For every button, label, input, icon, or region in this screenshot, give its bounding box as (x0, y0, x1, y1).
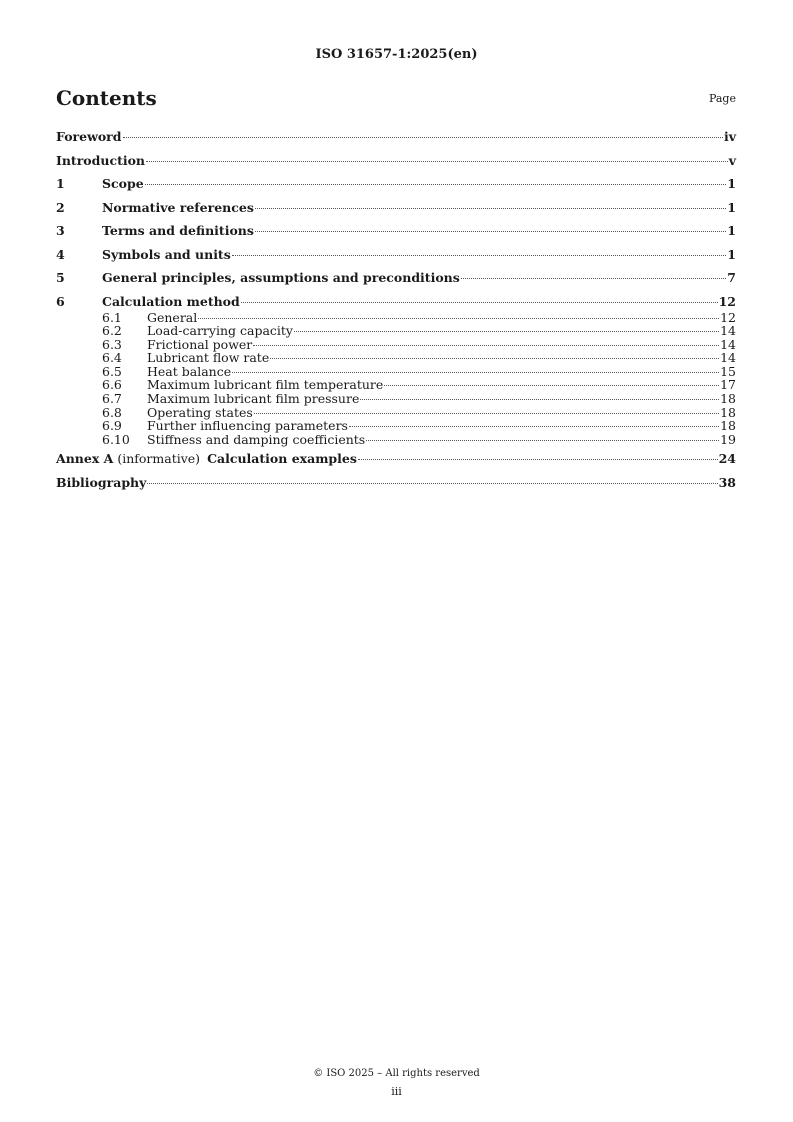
toc-subentry-number: 6.10 (102, 431, 130, 447)
toc-entry-foreword[interactable] (56, 128, 736, 152)
page-column-label: Page (708, 92, 736, 105)
toc-entry-page: 1 (727, 199, 736, 215)
toc-entry-number: 4 (56, 246, 65, 262)
toc-subentry-page: 18 (720, 391, 736, 407)
toc-entry-number: 6 (56, 293, 65, 309)
toc-subentry-title: General (147, 309, 198, 325)
dot-leader (360, 399, 719, 400)
toc-subentry-page: 12 (720, 309, 736, 325)
toc-subentry-number: 6.4 (102, 350, 122, 366)
toc-subentry-max-film-temperature[interactable] (56, 378, 736, 392)
page-number: iii (391, 1085, 402, 1098)
dot-leader (253, 345, 719, 346)
dot-leader (270, 358, 719, 359)
toc-subentry-number: 6.2 (102, 323, 122, 339)
toc-entry-title: Normative references (102, 199, 254, 215)
toc-entry-annex-a[interactable] (56, 450, 736, 474)
toc-subentry-page: 14 (720, 323, 736, 339)
toc-subentry-title: Maximum lubricant film pressure (147, 391, 360, 407)
toc-subentry-title: Stiffness and damping coefficients (147, 431, 366, 447)
dot-leader (384, 385, 719, 386)
annex-title: Calculation examples (207, 451, 357, 467)
toc-entry-number: 3 (56, 223, 65, 238)
toc-subentry-page: 18 (720, 404, 736, 420)
toc-entry-page: iv (723, 129, 736, 144)
dot-leader (232, 255, 727, 256)
table-of-contents (56, 128, 736, 497)
dot-leader (146, 161, 728, 162)
toc-entry-title: Scope (102, 176, 144, 191)
toc-subentry-number: 6.9 (102, 418, 122, 434)
toc-entry-scope[interactable] (56, 175, 736, 199)
toc-entry-general-principles[interactable] (56, 269, 736, 293)
dot-leader (254, 413, 719, 414)
dot-leader (461, 278, 727, 279)
toc-entry-title: Symbols and units (102, 246, 231, 262)
toc-entry-calculation-method[interactable] (56, 293, 736, 311)
toc-subentry-operating-states[interactable] (56, 406, 736, 420)
toc-subentry-title: Lubricant flow rate (147, 350, 270, 366)
toc-subentry-page: 19 (720, 431, 736, 447)
copyright-notice: © ISO 2025 – All rights reserved (313, 1068, 480, 1079)
toc-entry-title: Introduction (56, 152, 146, 168)
toc-subentry-page: 18 (720, 418, 736, 434)
dot-leader (123, 137, 723, 138)
dot-leader (366, 440, 719, 441)
dot-leader (198, 318, 719, 319)
dot-leader (294, 331, 719, 332)
toc-subentry-number: 6.6 (102, 377, 122, 393)
toc-entry-bibliography[interactable] (56, 474, 736, 498)
toc-entry-title: Bibliography (56, 474, 147, 490)
toc-subentry-title: Frictional power (147, 336, 253, 352)
toc-subentry-number: 6.8 (102, 404, 122, 420)
toc-subentry-title: Operating states (147, 404, 253, 420)
dot-leader (255, 208, 726, 209)
toc-subentry-heat-balance[interactable] (56, 365, 736, 379)
dot-leader (241, 302, 718, 303)
toc-subentry-further-parameters[interactable] (56, 419, 736, 433)
toc-subentry-title: Load-carrying capacity (147, 323, 293, 339)
toc-entry-symbols-and-units[interactable] (56, 246, 736, 270)
toc-subentry-title: Further influencing parameters (147, 418, 348, 434)
toc-entry-page: 7 (727, 270, 736, 285)
toc-subentry-number: 6.5 (102, 363, 122, 379)
toc-entry-terms-and-definitions[interactable] (56, 222, 736, 246)
toc-subentry-frictional-power[interactable] (56, 338, 736, 352)
annex-label: Annex A (56, 451, 114, 467)
toc-subentry-page: 14 (720, 336, 736, 352)
toc-subentry-load-carrying-capacity[interactable] (56, 324, 736, 338)
toc-entry-page: 1 (727, 246, 736, 262)
toc-entry-page: 38 (718, 474, 736, 490)
toc-entry-page: 1 (727, 176, 736, 191)
toc-entry-page: 1 (727, 223, 736, 238)
dot-leader (255, 231, 726, 232)
toc-subentry-general[interactable] (56, 311, 736, 325)
toc-subentry-lubricant-flow-rate[interactable] (56, 351, 736, 365)
toc-subentry-page: 15 (720, 363, 736, 379)
toc-entry-page: 24 (718, 451, 736, 467)
toc-entry-page: v (728, 152, 736, 168)
toc-subentry-page: 14 (720, 350, 736, 366)
toc-subentry-title: Heat balance (147, 363, 232, 379)
toc-entry-number: 2 (56, 199, 65, 215)
toc-entry-title: General principles, assumptions and preconditions (102, 270, 460, 285)
dot-leader (232, 372, 719, 373)
toc-subentry-number: 6.7 (102, 391, 122, 407)
toc-subentry-number: 6.3 (102, 336, 122, 352)
annex-qualifier: (informative) (117, 451, 201, 467)
toc-entry-introduction[interactable] (56, 152, 736, 176)
document-id: ISO 31657-1:2025(en) (315, 47, 478, 62)
toc-entry-number: 5 (56, 270, 65, 285)
toc-entry-normative-references[interactable] (56, 199, 736, 223)
toc-subentry-title: Maximum lubricant film temperature (147, 377, 384, 393)
toc-entry-number: 1 (56, 176, 65, 191)
toc-subentry-page: 17 (720, 377, 736, 393)
dot-leader (147, 483, 717, 484)
toc-entry-title: Terms and definitions (102, 223, 254, 238)
toc-entry-title: Calculation method (102, 293, 240, 309)
dot-leader (145, 184, 727, 185)
dot-leader (358, 459, 718, 460)
contents-heading: Contents (56, 86, 157, 110)
toc-subentry-stiffness-damping[interactable] (56, 433, 736, 447)
dot-leader (349, 426, 719, 427)
toc-entry-page: 12 (718, 293, 736, 309)
toc-entry-title: Foreword (56, 129, 122, 144)
toc-subentry-max-film-pressure[interactable] (56, 392, 736, 406)
toc-subentry-number: 6.1 (102, 309, 122, 325)
